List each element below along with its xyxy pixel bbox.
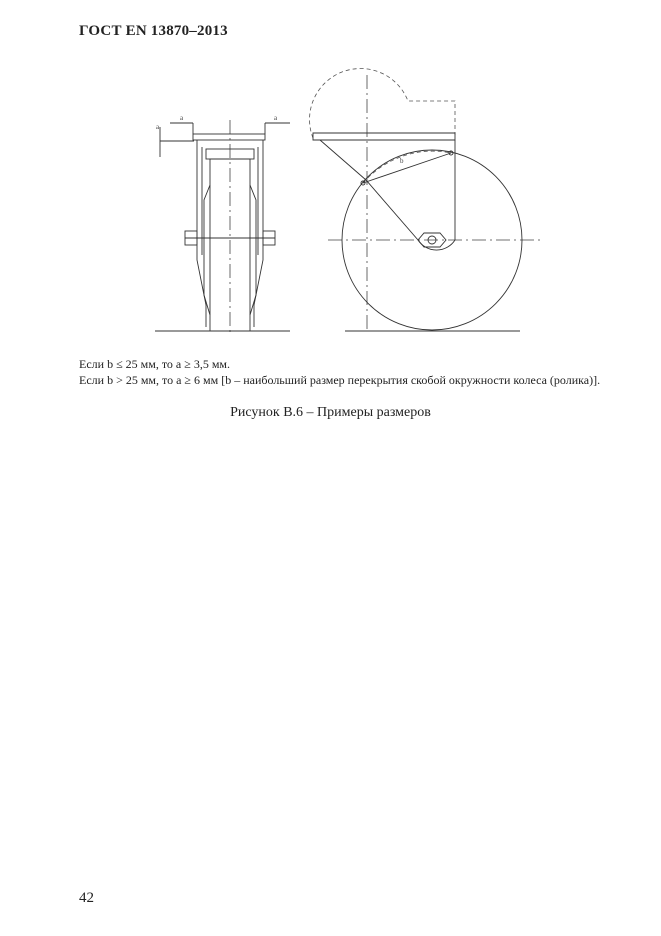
caster-drawing <box>150 65 550 340</box>
document-header: ГОСТ EN 13870–2013 <box>79 23 228 39</box>
dim-b-label: b <box>400 157 404 165</box>
note-line-1: Если b ≤ 25 мм, то a ≥ 3,5 мм. <box>79 357 231 371</box>
figure-notes <box>79 356 619 388</box>
figure-caption: Рисунок B.6 – Примеры размеров <box>230 405 431 420</box>
page-number: 42 <box>79 890 94 906</box>
note-line-2: Если b > 25 мм, то a ≥ 6 мм [b – наибольший размер перекрытия скобой окружности колеса (ролика)]. <box>79 373 601 387</box>
caster-front-view <box>155 114 290 335</box>
dim-a-right-label: a <box>274 114 278 122</box>
caster-side-view <box>310 69 542 331</box>
dim-a-left-label: a <box>180 114 184 122</box>
dim-a-vertical-label: a <box>156 123 160 131</box>
